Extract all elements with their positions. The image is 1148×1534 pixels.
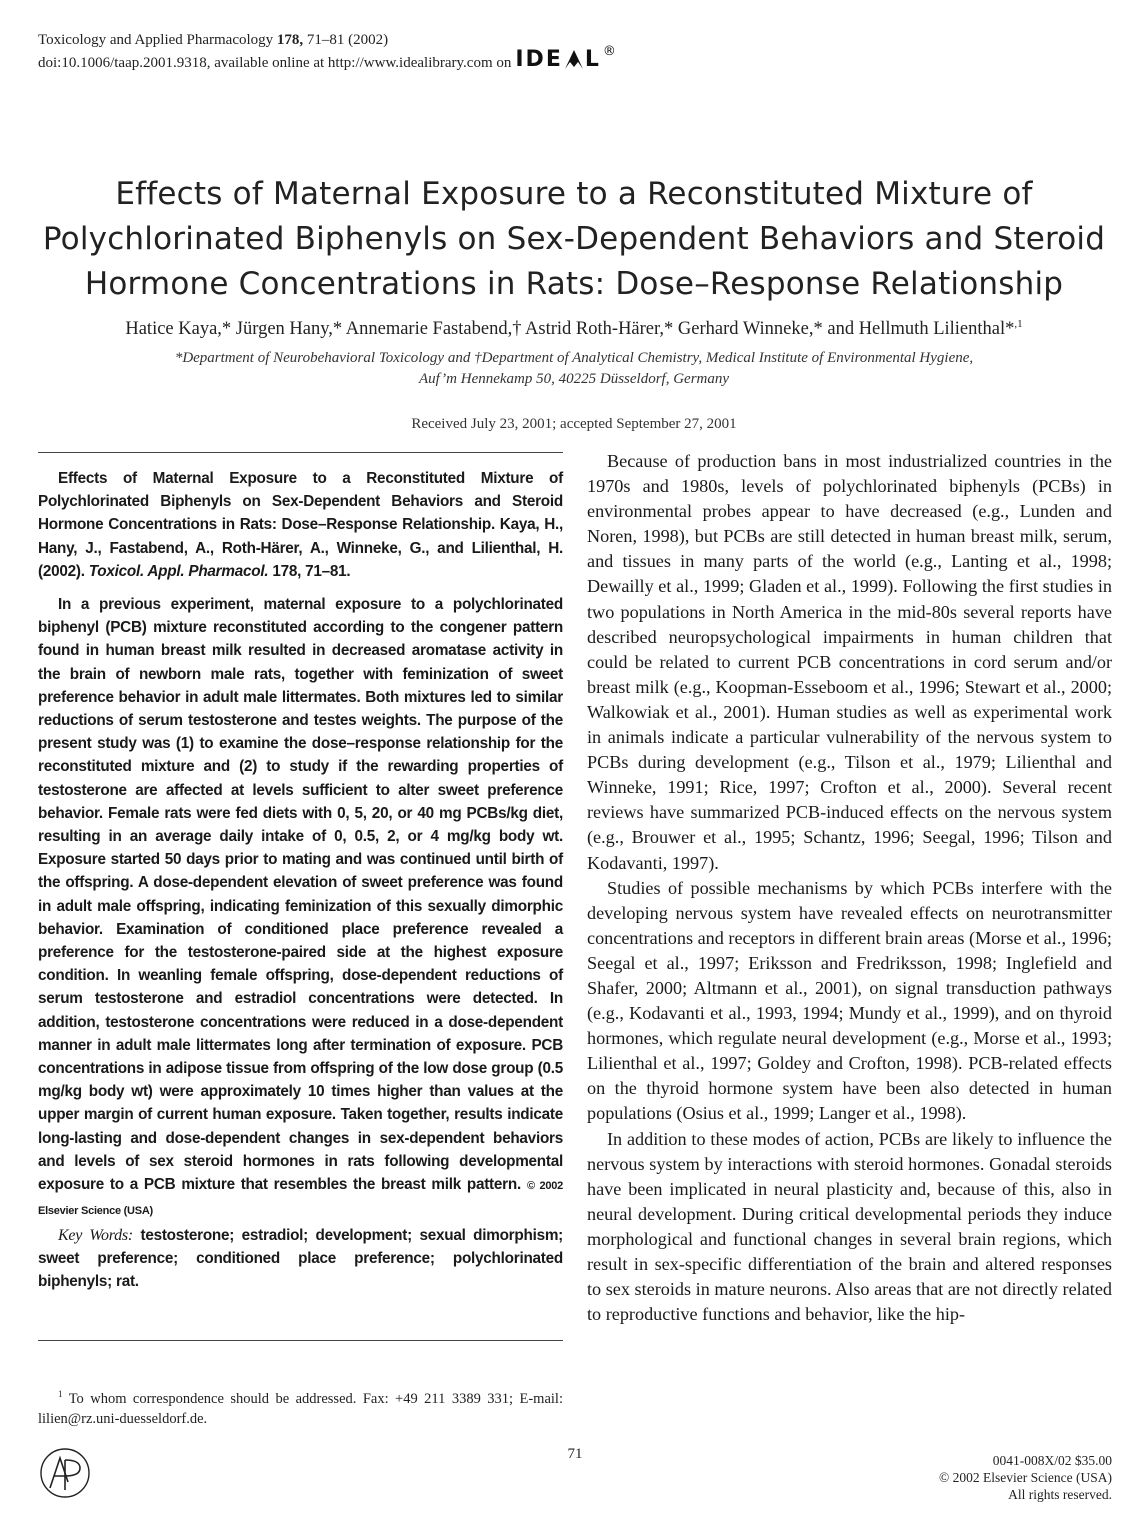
keywords-text: testosterone; estradiol; development; sexual dimorphism; sweet preference; conditioned place preference; polychlorinated biphenyls; rat. xyxy=(38,1226,564,1290)
journal-pages: 71–81 (2002) xyxy=(306,32,389,48)
rights-reserved: All rights reserved. xyxy=(1008,1487,1112,1502)
keywords-label: Key Words: xyxy=(58,1226,133,1244)
body-paragraph-3: In addition to these modes of action, PCBs are likely to influence the nervous system by interactions with steroid hormones. Gonadal steroids have been implicated in neural plasticity and, because of this, also in neural development. During critical developmental periods they induce morphological and functional changes in several brain regions, which result in sex-specific differentiation of the brain and altered responses to sex steroids in mature neurons. Also areas that are not directly related to reproductive functions and behavior, like the hip- xyxy=(587,1128,1112,1325)
journal-volume: 178, xyxy=(276,32,304,48)
publisher-info xyxy=(939,1452,1112,1503)
received-dates: Received July 23, 2001; accepted September 27, 2001 xyxy=(411,416,737,432)
abstract-copyright: © 2002 Elsevier Science (USA) xyxy=(38,1180,563,1218)
title-line-3: Hormone Concentrations in Rats: Dose–Response Relationship xyxy=(84,266,1064,302)
page-number: 71 xyxy=(567,1446,583,1462)
abstract-citation-volume: 178, xyxy=(272,562,302,580)
abstract-citation-journal: Toxicol. Appl. Pharmacol. xyxy=(88,562,269,580)
ideal-bird-icon xyxy=(563,47,585,71)
authors-footnote-marker: ,1 xyxy=(1014,318,1023,330)
footnote-marker: 1 xyxy=(58,1389,63,1399)
affiliation-line-2: Auf’m Hennekamp 50, 40225 Düsseldorf, Germany xyxy=(418,371,730,387)
authors-text: Hatice Kaya,* Jürgen Hany,* Annemarie Fastabend,† Astrid Roth-Härer,* Gerhard Winneke,* and Hellmuth Lilienthal* xyxy=(125,319,1015,340)
abstract-top-rule xyxy=(38,452,563,453)
footnote-text: To whom correspondence should be addressed. Fax: +49 211 3389 331; E-mail: lilien@rz.uni-duesseldorf.de. xyxy=(38,1390,563,1427)
ideal-logo-text: IDE xyxy=(515,46,563,72)
affiliation-line-1: *Department of Neurobehavioral Toxicology and †Department of Analytical Chemistry, Medical Institute of Environmental Hygiene, xyxy=(174,350,974,366)
title-line-1: Effects of Maternal Exposure to a Reconstituted Mixture of xyxy=(115,176,1033,212)
doi-line[interactable]: doi:10.1006/taap.2001.9318, available online at http://www.idealibrary.com on xyxy=(38,54,512,71)
keywords xyxy=(38,1224,563,1294)
registered-mark: ® xyxy=(602,43,618,59)
abstract-citation xyxy=(38,467,563,583)
article-title xyxy=(40,172,1108,307)
abstract-citation-pages: 71–81. xyxy=(305,562,351,580)
abstract-body xyxy=(38,593,563,1223)
correspondence-footnote xyxy=(38,1384,563,1429)
abstract-body-text: In a previous experiment, maternal exposure to a polychlorinated biphenyl (PCB) mixture reconstituted according to the congener pattern found in human breast milk resulted in decreased aromatase activity in the brain of newborn male rats, together with feminization of sweet preference behavior in adult male littermates. Both mixtures led to similar reductions of serum testosterone and testes weights. The purpose of the present study was (1) to examine the dose–response relationship for the reconstituted mixture and (2) to study if the rewarding properties of testosterone are affected at levels sufficient to alter sweet preference behavior. Female rats were fed diets with 0, 5, 20, or 40 mg PCBs/kg diet, resulting in an average daily intake of 0, 0.5, 2, or 4 mg/kg body wt. Exposure started 50 days prior to mating and was continued until birth of the offspring. A dose-dependent elevation of sweet preference was found in adult male offspring, indicating feminization of this sexually dimorphic behavior. Examination of conditioned place preference revealed a preference for the testosterone-paired side at the highest exposure condition. In weanling female offspring, dose-dependent reductions of serum testosterone and estradiol concentrations were detected. In addition, testosterone concentrations were reduced in a dose-dependent manner in adult male littermates long after termination of exposure. PCB concentrations in adipose tissue from offspring of the low dose group (0.5 mg/kg body wt) were approximately 10 times higher than values at the upper margin of current human exposure. Taken together, results indicate long-lasting and dose-dependent changes in sex-dependent behaviors and levels of sex steroid hormones in rats following developmental exposure to a PCB mixture that resembles the breast milk pattern. xyxy=(38,596,563,1194)
abstract-bottom-rule xyxy=(38,1340,563,1341)
issn-price: 0041-008X/02 $35.00 xyxy=(992,1453,1112,1468)
ideal-logo xyxy=(515,43,618,72)
academic-press-logo xyxy=(38,1446,92,1500)
abstract xyxy=(38,467,563,1293)
body-paragraph-2: Studies of possible mechanisms by which PCBs interfere with the developing nervous system have revealed effects on neurotransmitter concentrations and receptors in different brain areas (Morse et al., 1996; Seegal et al., 1997; Eriksson and Fredriksson, 1998; Inglefield and Shafer, 2000; Altmann et al., 2001), on signal transduction pathways (e.g., Kodavanti et al., 1993, 1994; Mundy et al., 1999), and on thyroid hormones, which regulate neural development (e.g., Morse et al., 1993; Lilienthal et al., 1997; Goldey and Crofton, 1998). PCB-related effects on the thyroid hormone system have been also detected in human populations (Osius et al., 1999; Langer et al., 1998). xyxy=(587,877,1112,1124)
title-line-2: Polychlorinated Biphenyls on Sex-Dependent Behaviors and Steroid xyxy=(42,221,1106,257)
journal-name: Toxicology and Applied Pharmacology xyxy=(38,32,274,48)
body-text-column xyxy=(587,449,1112,1327)
body-paragraph-1: Because of production bans in most industrialized countries in the 1970s and 1980s, levels of polychlorinated biphenyls (PCBs) in environmental probes appear to have decreased (e.g., Lunden and Noren, 1998), but PCBs are still detected in human breast milk, serum, and tissues in many parts of the world (e.g., Lanting et al., 1998; Dewailly et al., 1999; Gladen et al., 1999). Following the first studies in two populations in North America in the mid-80s several reports have described neuropsychological impairments in human children that could be related to current PCB concentrations in cord serum and/or breast milk (e.g., Koopman-Esseboom et al., 1996; Stewart et al., 2000; Walkowiak et al., 2001). Human studies as well as experimental work in animals indicate a particular vulnerability of the nervous system to PCBs during development (e.g., Tilson et al., 1979; Lilienthal and Winneke, 1991; Rice, 1997; Crofton et al., 2000). Several recent reviews have summarized PCB-induced effects on the nervous system (e.g., Brouwer et al., 1995; Schantz, 1996; Seegal, 1996; Tilson and Kodavanti, 1997). xyxy=(587,451,1112,873)
ideal-logo-text-end: L xyxy=(584,46,601,72)
journal-header xyxy=(38,30,618,75)
doi-line-row xyxy=(38,43,618,75)
affiliation xyxy=(40,348,1108,390)
author-list xyxy=(40,312,1108,341)
abstract-citation-text: Effects of Maternal Exposure to a Reconstituted Mixture of Polychlorinated Biphenyls on Sex-Dependent Behaviors and Steroid Hormone Concentrations in Rats: Dose–Response Relationship. Kaya, H., Hany, J., Fastabend, A., Roth-Härer, A., Winneke, G., and Lilienthal, H. (2002). xyxy=(38,470,563,580)
publisher-copyright: © 2002 Elsevier Science (USA) xyxy=(939,1470,1112,1485)
